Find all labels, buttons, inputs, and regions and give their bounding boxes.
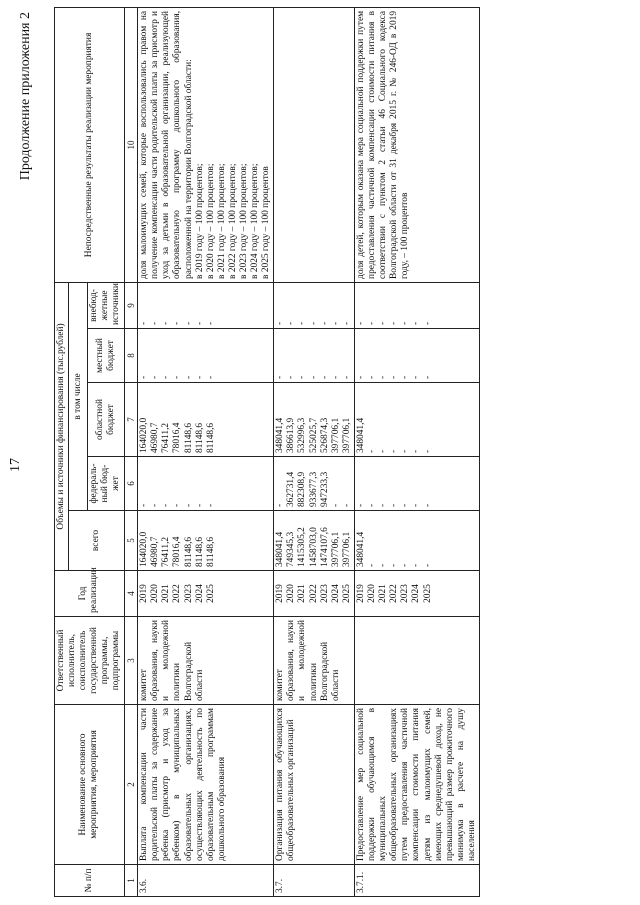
extrabudget-cell: -: [411, 321, 422, 325]
regional-cell: 81148,6: [183, 422, 194, 453]
local-cell: -: [319, 375, 330, 379]
federal-cell: 362731,4: [286, 471, 297, 507]
local-cell: -: [378, 375, 389, 379]
year-cell: 2020: [367, 584, 378, 603]
local-cell: -: [275, 375, 286, 379]
activity-name: Предоставление мер социальной поддержки обучающимся в муниципальных общеобразовательных организациях путем предоставления частичной компенсации стоимости питания детям из малоимущих семей, имеющих среднедушевой доход, не превышающий размер прожиточного минимума в расчете на душу населения: [354, 705, 479, 865]
local-cell: -: [411, 375, 422, 379]
federal-cell: -: [378, 503, 389, 507]
federal-cell: 882308,9: [297, 471, 308, 507]
total-cell: -: [400, 563, 411, 567]
federal-cell: -: [341, 503, 352, 507]
total-cell-group: [354, 511, 479, 571]
local-cell: -: [139, 375, 150, 379]
federal-cell: -: [411, 503, 422, 507]
year-cell: 2024: [330, 584, 341, 603]
total-cell: 348041,4: [275, 531, 286, 567]
regional-cell: -: [400, 449, 411, 453]
federal-cell: -: [205, 503, 216, 507]
local-cell: -: [172, 375, 183, 379]
extrabudget-cell: -: [194, 321, 205, 325]
program-table: [54, 7, 480, 897]
extrabudget-cell-group: [274, 282, 355, 328]
table-body: [138, 7, 480, 896]
result-list-item: в 2021 году – 100 процентов;: [216, 163, 227, 279]
column-index: 4: [124, 571, 138, 617]
column-index: 9: [124, 282, 138, 328]
header-total: всего: [69, 511, 124, 571]
local-cell: -: [150, 375, 161, 379]
regional-cell: 348041,4: [275, 417, 286, 453]
extrabudget-cell: -: [150, 321, 161, 325]
header-financing: Объемы и источники финансирования (тыс.рублей): [55, 282, 69, 570]
total-cell: 81148,6: [183, 536, 194, 567]
federal-cell: -: [194, 503, 205, 507]
header-results: Непосредственные результаты реализации мероприятия: [55, 7, 125, 282]
local-cell-group: [274, 329, 355, 383]
total-cell: 1474107,6: [319, 527, 330, 567]
header-num: № п/п: [55, 865, 125, 897]
regional-cell: 46980,7: [150, 422, 161, 453]
local-cell: -: [161, 375, 172, 379]
extrabudget-cell: -: [330, 321, 341, 325]
extrabudget-cell: -: [341, 321, 352, 325]
total-cell: 81148,6: [194, 536, 205, 567]
row-number: 3.7.1.: [354, 865, 479, 897]
extrabudget-cell-group: [138, 282, 274, 328]
year-cell: 2023: [183, 584, 194, 603]
result-list-item: в 2024 году – 100 процентов;: [250, 163, 261, 279]
extrabudget-cell: -: [367, 321, 378, 325]
federal-cell: -: [139, 503, 150, 507]
local-cell: -: [308, 375, 319, 379]
year-cell: 2022: [172, 584, 183, 603]
column-index: 2: [124, 705, 138, 865]
year-cell: 2019: [275, 584, 286, 603]
header-name: Наименование основного мероприятия, мероприятия: [55, 705, 125, 865]
total-cell: 397706,1: [341, 531, 352, 567]
total-cell: -: [422, 563, 433, 567]
local-cell: -: [389, 375, 400, 379]
local-cell: -: [367, 375, 378, 379]
row-number: 3.7.: [274, 865, 355, 897]
year-cell: 2024: [194, 584, 205, 603]
extrabudget-cell: -: [378, 321, 389, 325]
total-cell: 78016,4: [172, 536, 183, 567]
federal-cell: -: [183, 503, 194, 507]
regional-cell-group: [354, 383, 479, 457]
executor: [354, 617, 479, 705]
extrabudget-cell: -: [172, 321, 183, 325]
local-cell: -: [297, 375, 308, 379]
year-cell-group: [274, 571, 355, 617]
column-index: 3: [124, 617, 138, 705]
executor: комитет образования, науки и молодежной политики Волгоградской области: [274, 617, 355, 705]
extrabudget-cell: -: [400, 321, 411, 325]
federal-cell: -: [275, 503, 286, 507]
federal-cell: -: [355, 503, 366, 507]
federal-cell-group: [354, 457, 479, 511]
result-list-item: в 2020 году – 100 процентов;: [205, 163, 216, 279]
row-number: 3.6.: [138, 865, 274, 897]
result-list-item: в 2022 году – 100 процентов;: [227, 163, 238, 279]
total-cell: 81148,6: [205, 536, 216, 567]
year-cell: 2019: [355, 584, 366, 603]
total-cell: 1415305,2: [297, 527, 308, 567]
federal-cell: 933677,3: [308, 471, 319, 507]
header-year: Год реализации: [55, 571, 125, 617]
regional-cell-group: [274, 383, 355, 457]
extrabudget-cell: -: [308, 321, 319, 325]
result-cell: [354, 7, 479, 282]
regional-cell: 164020,0: [139, 417, 150, 453]
table-row: [354, 7, 479, 896]
column-index: 10: [124, 7, 138, 282]
table-row: [138, 7, 274, 896]
total-cell: 164020,0: [139, 531, 150, 567]
regional-cell: -: [378, 449, 389, 453]
result-list-item: в 2025 году – 100 процентов: [261, 166, 272, 279]
year-cell: 2025: [422, 584, 433, 603]
federal-cell: -: [161, 503, 172, 507]
total-cell: 1458703,0: [308, 527, 319, 567]
table-row: [274, 7, 355, 896]
regional-cell: 348041,4: [355, 417, 366, 453]
local-cell: -: [330, 375, 341, 379]
federal-cell: -: [400, 503, 411, 507]
year-cell: 2020: [150, 584, 161, 603]
year-cell: 2024: [411, 584, 422, 603]
column-index: 5: [124, 511, 138, 571]
extrabudget-cell: -: [355, 321, 366, 325]
extrabudget-cell: -: [389, 321, 400, 325]
local-cell: -: [183, 375, 194, 379]
regional-cell: -: [389, 449, 400, 453]
federal-cell: 947233,3: [319, 471, 330, 507]
header-federal: федераль- ный бюд- жет: [88, 457, 124, 511]
year-cell-group: [138, 571, 274, 617]
total-cell: 397706,1: [330, 531, 341, 567]
result-text: доля детей, которым оказана мера социальной поддержки путем предоставления частичной компенсации стоимости питания в соответствии с пунктом 2 статьи 46 Социального кодекса Волгоградской области от 31 декабря 2015 г. № 246-ОД в 2019 году, – 100 процентов: [355, 10, 411, 279]
total-cell-group: [138, 511, 274, 571]
result-list-item: в 2023 году – 100 процентов;: [239, 163, 250, 279]
federal-cell-group: [274, 457, 355, 511]
total-cell-group: [274, 511, 355, 571]
extrabudget-cell: -: [139, 321, 150, 325]
executor: комитет образования, науки и молодежной политики Волгоградской области: [138, 617, 274, 705]
year-cell: 2019: [139, 584, 150, 603]
regional-cell: 76411,2: [161, 422, 172, 453]
local-cell: -: [194, 375, 205, 379]
year-cell: 2021: [297, 584, 308, 603]
year-cell: 2025: [341, 584, 352, 603]
total-cell: -: [378, 563, 389, 567]
column-index-row: [124, 7, 138, 896]
local-cell-group: [354, 329, 479, 383]
total-cell: 46980,7: [150, 536, 161, 567]
regional-cell: 386613,9: [286, 417, 297, 453]
local-cell: -: [341, 375, 352, 379]
regional-cell: 397706,1: [330, 417, 341, 453]
regional-cell-group: [138, 383, 274, 457]
regional-cell: -: [411, 449, 422, 453]
regional-cell: -: [367, 449, 378, 453]
regional-cell: 78016,4: [172, 422, 183, 453]
federal-cell: -: [389, 503, 400, 507]
year-cell: 2020: [286, 584, 297, 603]
federal-cell: -: [330, 503, 341, 507]
continuation-title: Продолжение приложения 2: [18, 12, 33, 181]
header-extrabudget: внебюд- жетные источники: [88, 282, 124, 328]
result-text: доля малоимущих семей, которые воспользовались правом на получение компенсации части родительской платы за присмотр и уход за детьми в образовательной организации, реализующей образовательную программу дошкольного образования, расположенной на территории Волгоградской области:: [139, 10, 194, 279]
year-cell: 2023: [319, 584, 330, 603]
column-index: 6: [124, 457, 138, 511]
extrabudget-cell: -: [275, 321, 286, 325]
regional-cell: -: [422, 449, 433, 453]
local-cell: -: [400, 375, 411, 379]
extrabudget-cell-group: [354, 282, 479, 328]
result-cell: [274, 7, 355, 282]
year-cell: 2021: [378, 584, 389, 603]
total-cell: -: [411, 563, 422, 567]
extrabudget-cell: -: [319, 321, 330, 325]
result-list-item: в 2019 году – 100 процентов;: [194, 163, 205, 279]
header-regional: областной бюджет: [88, 383, 124, 457]
local-cell: -: [205, 375, 216, 379]
extrabudget-cell: -: [205, 321, 216, 325]
extrabudget-cell: -: [183, 321, 194, 325]
year-cell: 2025: [205, 584, 216, 603]
year-cell: 2023: [400, 584, 411, 603]
year-cell: 2022: [389, 584, 400, 603]
extrabudget-cell: -: [161, 321, 172, 325]
total-cell: -: [367, 563, 378, 567]
regional-cell: 397706,1: [341, 417, 352, 453]
extrabudget-cell: -: [286, 321, 297, 325]
year-cell-group: [354, 571, 479, 617]
page-number: 17: [8, 458, 23, 472]
activity-name: Выплата компенсации части родительской платы за содержание ребенка (присмотр и уход за ребенком) в муниципальных образовательных организациях, осуществляющих деятельность по образовательным программам дошкольного образования: [138, 705, 274, 865]
federal-cell-group: [138, 457, 274, 511]
federal-cell: -: [150, 503, 161, 507]
regional-cell: 525025,7: [308, 417, 319, 453]
federal-cell: -: [367, 503, 378, 507]
total-cell: 749345,3: [286, 531, 297, 567]
activity-name: Организация питания обучающихся общеобразовательных организаций: [274, 705, 355, 865]
column-index: 7: [124, 383, 138, 457]
result-cell: [138, 7, 274, 282]
column-index: 8: [124, 329, 138, 383]
local-cell-group: [138, 329, 274, 383]
column-index: 1: [124, 865, 138, 897]
local-cell: -: [422, 375, 433, 379]
extrabudget-cell: -: [422, 321, 433, 325]
regional-cell: 81148,6: [205, 422, 216, 453]
federal-cell: -: [422, 503, 433, 507]
regional-cell: 81148,6: [194, 422, 205, 453]
total-cell: 76411,2: [161, 536, 172, 567]
header-including: в том числе: [69, 282, 88, 510]
regional-cell: 532996,3: [297, 417, 308, 453]
total-cell: 348041,4: [355, 531, 366, 567]
year-cell: 2021: [161, 584, 172, 603]
header-local: местный бюджет: [88, 329, 124, 383]
year-cell: 2022: [308, 584, 319, 603]
local-cell: -: [286, 375, 297, 379]
total-cell: -: [389, 563, 400, 567]
federal-cell: -: [172, 503, 183, 507]
local-cell: -: [355, 375, 366, 379]
regional-cell: 526874,3: [319, 417, 330, 453]
extrabudget-cell: -: [297, 321, 308, 325]
header-executor: Ответственный исполнитель, соисполнитель государственной программы, подпрограммы: [55, 617, 125, 705]
